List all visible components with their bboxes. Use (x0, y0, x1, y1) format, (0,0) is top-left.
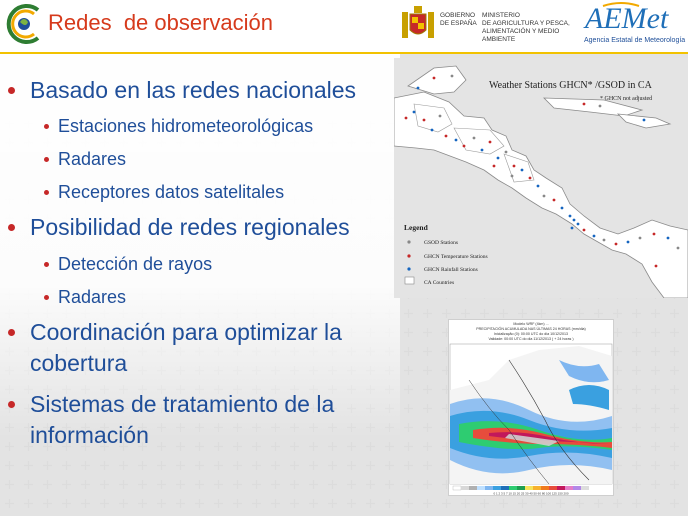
bullet-dot-icon (44, 295, 49, 300)
weather-stations-map (394, 58, 688, 298)
bullet-text: Radares (58, 287, 127, 307)
bullet-dot-icon (8, 87, 15, 94)
legend-item: GHCN Rainfall Stations (424, 267, 478, 273)
spain-coat-of-arms-icon (400, 4, 436, 44)
map-note: * GHCN not adjusted (600, 96, 653, 102)
aemet-subtitle: Agencia Estatal de Meteorología (584, 37, 686, 44)
bullet-text: Coordinación para optimizar la (30, 319, 342, 345)
precipitation-forecast-map (448, 319, 614, 496)
slide-title: Redes de observación (48, 10, 274, 35)
bullet-dot-icon (44, 190, 49, 195)
bullet-text: Basado en las redes nacionales (30, 77, 357, 103)
bullet-dot-icon (44, 262, 49, 267)
map-title: Weather Stations GHCN* /GSOD in CA (489, 80, 652, 91)
legend-item: CA Countries (424, 280, 455, 286)
bullet-text: Receptores datos satelitales (58, 182, 285, 202)
gobierno-label: GOBIERNO DE ESPAÑA (440, 12, 477, 27)
legend-title: Legend (404, 223, 428, 232)
bullet-text: Sistemas de tratamiento de la (30, 391, 335, 417)
bullet-text: Radares (58, 149, 127, 169)
cmc-logo-icon (4, 2, 44, 46)
aemet-logo-text: AEMet (585, 2, 669, 34)
bullet-dot-icon (8, 401, 15, 408)
precip-caption-line: Inicialização (0): 00:00 UTC do dia 10/12/2013 (493, 332, 569, 336)
precip-caption-line: Validade: 00:00 UTC do dia 11/12/2013 ( + 24 horas ) (488, 337, 574, 341)
bullet-dot-icon (44, 124, 49, 129)
legend-item: GSOD Stations (424, 240, 459, 246)
bullet-text: Posibilidad de redes regionales (30, 214, 350, 240)
bullet-text: Detección de rayos (58, 254, 213, 274)
legend-item: GHCN Temperature Stations (424, 254, 488, 260)
bullet-dot-icon (8, 224, 15, 231)
aemet-logo-icon (583, 0, 685, 34)
bullet-text: cobertura (30, 350, 128, 376)
slide-header (0, 0, 688, 52)
bullet-text: información (30, 422, 149, 448)
bullet-dot-icon (44, 157, 49, 162)
bullet-dot-icon (8, 329, 15, 336)
bullet-text: Estaciones hidrometeorológicas (58, 116, 314, 136)
ministerio-label: MINISTERIO DE AGRICULTURA Y PESCA, ALIMENTACIÓN Y MEDIO AMBIENTE (482, 12, 570, 43)
precip-caption-line: Modelo WRF (4km) ... (513, 322, 549, 326)
precip-scale-labels: 0 1 2 3 5 7 10 15 20 25 30 40 50 60 80 100 125 150 200 (493, 491, 569, 496)
header-divider (0, 52, 688, 54)
precip-caption-line: PRECIPITACIÓN ACUMULADA NAS ÚLTIMAS 24 HORAS (mm/dia) (476, 327, 586, 331)
